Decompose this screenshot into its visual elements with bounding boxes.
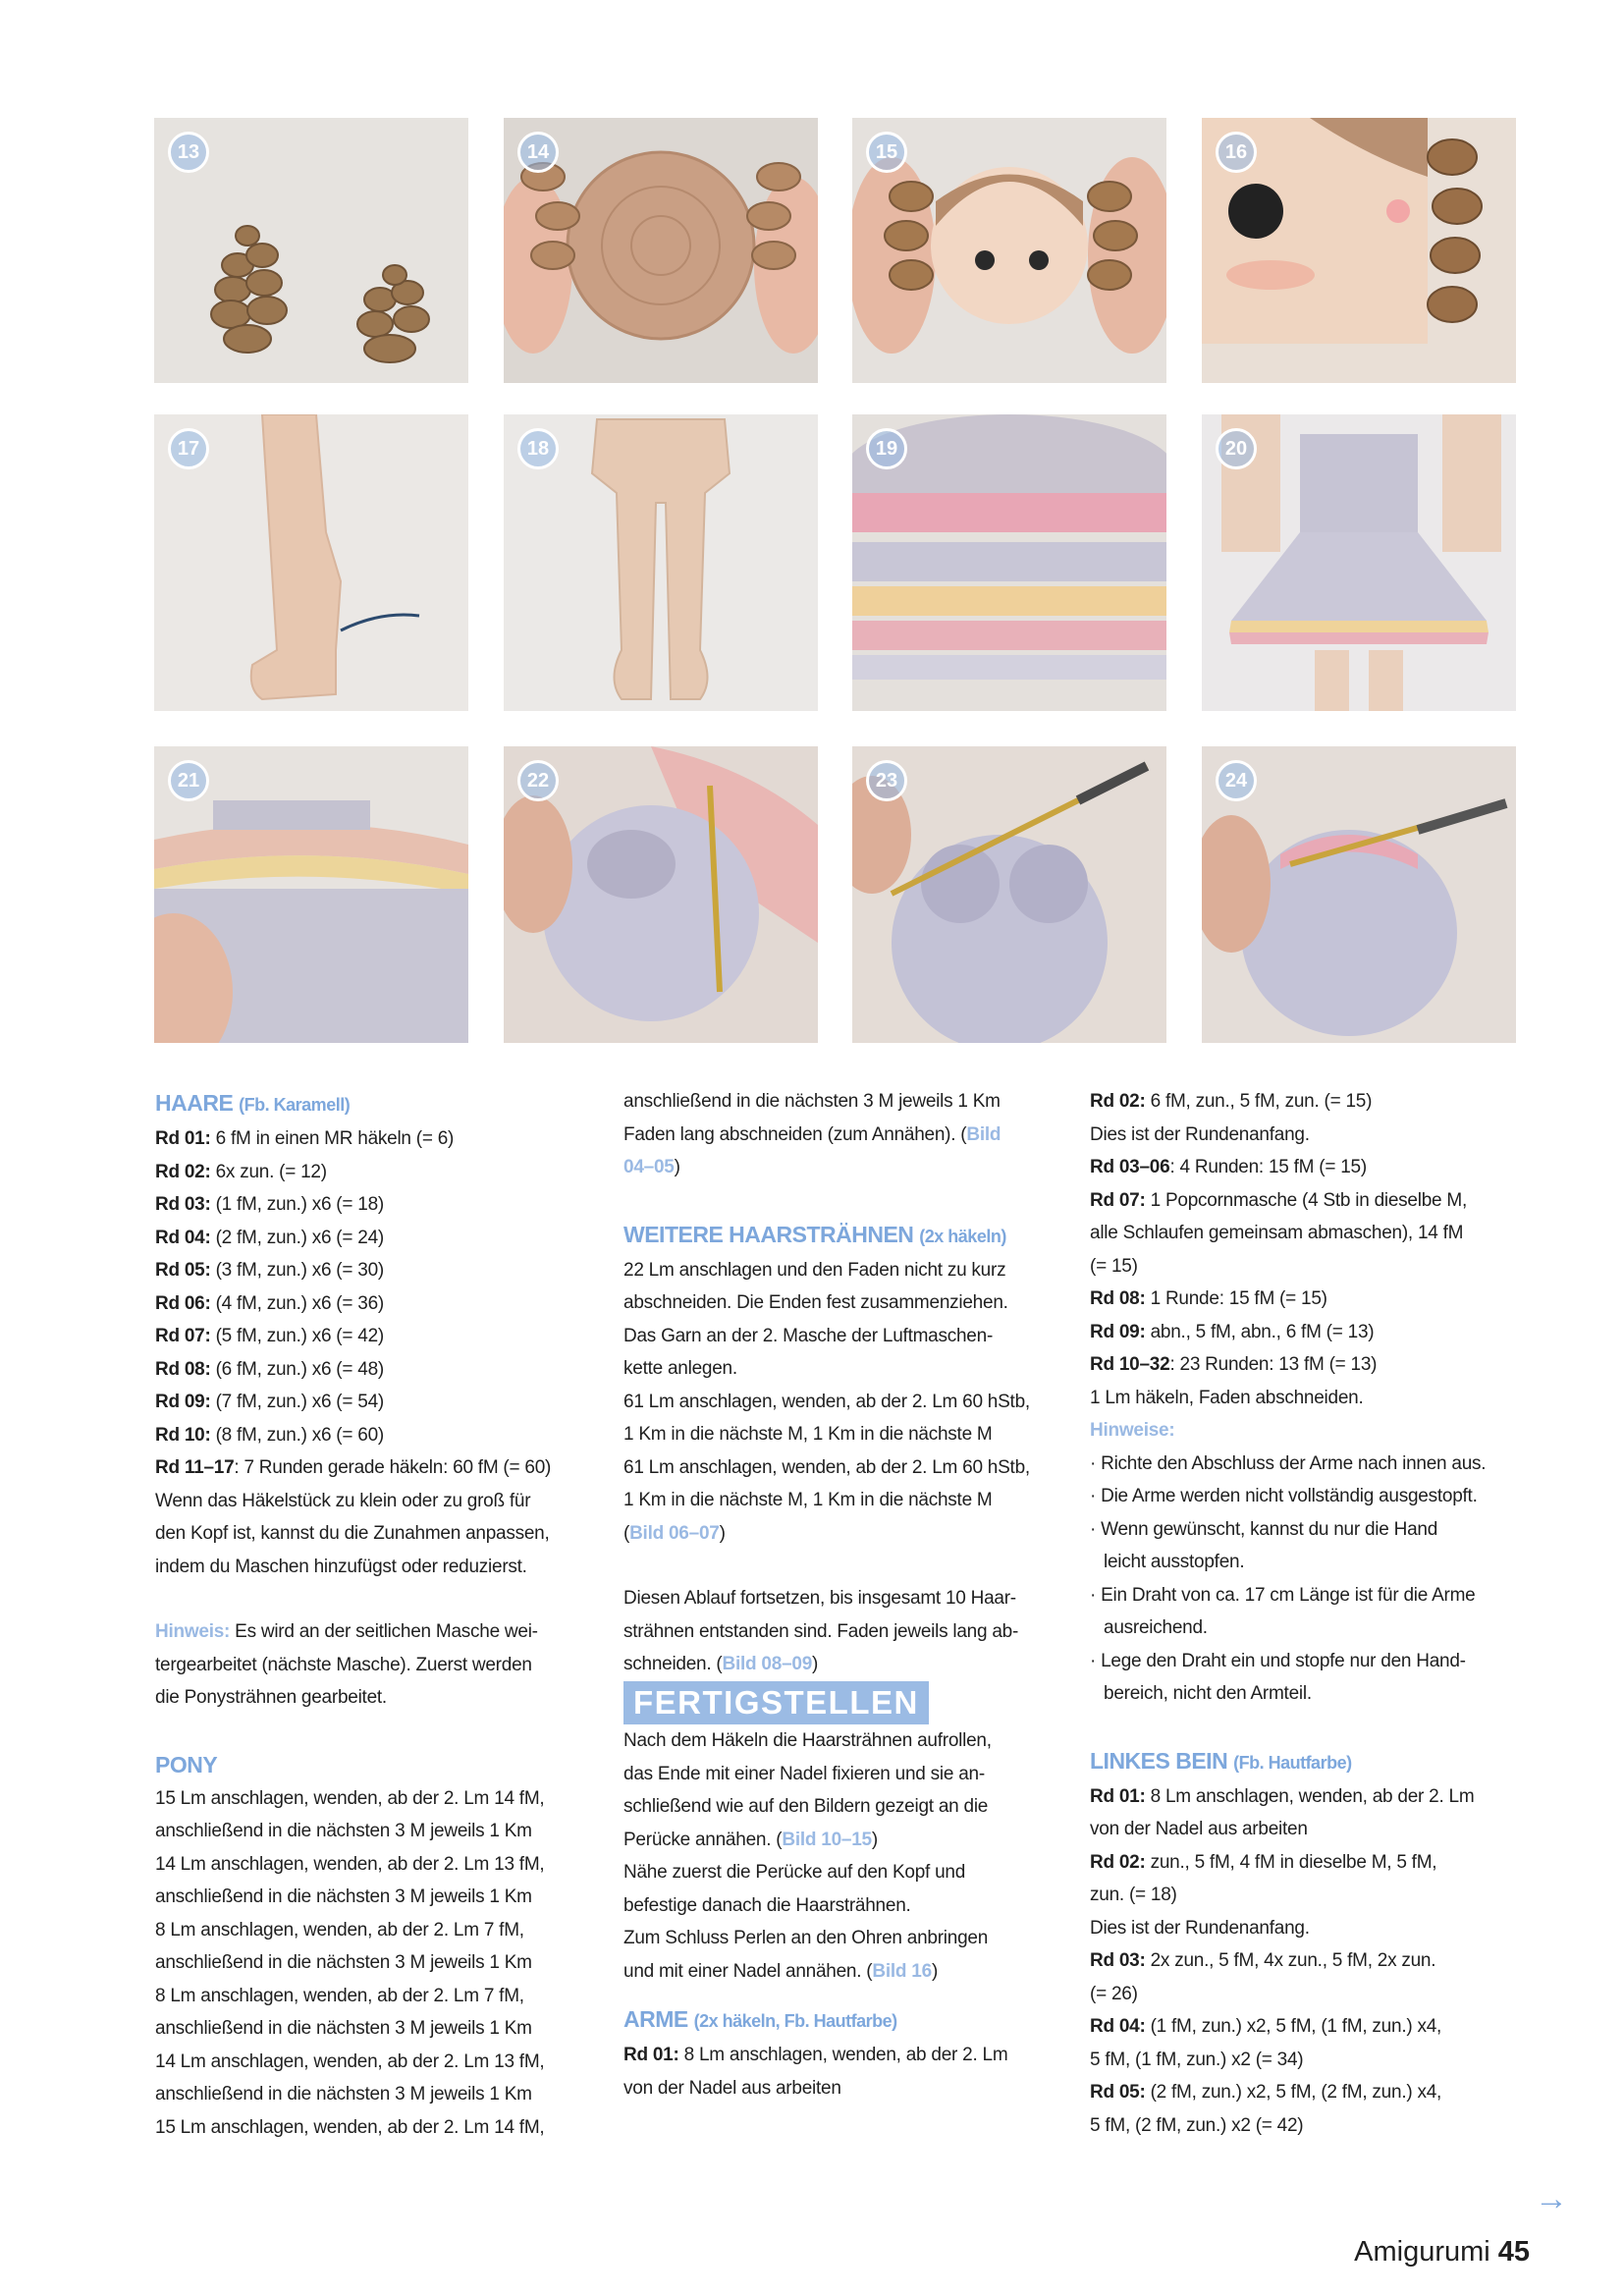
image-reference: Bild 16 [872, 1960, 932, 1982]
round-row [155, 1386, 587, 1419]
paragraph-line [623, 1119, 1056, 1152]
paragraph-line: 22 Lm anschlagen und den Faden nicht zu kurz [623, 1259, 1006, 1281]
page-footer [1354, 2236, 1530, 2269]
round-row [1090, 1348, 1522, 1382]
round-label: Rd 03: [155, 1194, 211, 1215]
bullet-line: · Richte den Abschluss der Arme nach innen aus. [1090, 1452, 1487, 1474]
bullet-line: · Die Arme werden nicht vollständig ausgestopft. [1090, 1486, 1478, 1506]
column-2 [623, 1085, 1056, 2105]
round-text: 6 fM, zun., 5 fM, zun. (= 15) [1145, 1091, 1373, 1112]
column-1 [155, 1085, 587, 2144]
paragraph-line: befestige danach die Haarsträhnen. [623, 1894, 911, 1916]
paragraph-line: abschneiden. Die Enden fest zusammenziehen. [623, 1292, 1008, 1313]
round-text: 1 Popcornmasche (4 Stb in dieselbe M, [1145, 1189, 1467, 1211]
round-label: Rd 02: [1090, 1091, 1146, 1112]
round-row [623, 2039, 1056, 2072]
photo-number-badge: 21 [168, 760, 209, 801]
round-row [1090, 1283, 1522, 1316]
round-row [155, 1156, 587, 1189]
round-row [1090, 1813, 1522, 1846]
round-text: zun. (= 18) [1090, 1885, 1177, 1905]
photo-number-badge: 19 [866, 428, 907, 469]
pony-heading: PONY [155, 1751, 218, 1777]
round-row [1090, 1119, 1522, 1152]
paragraph-line: schließend wie auf den Bildern gezeigt an die [623, 1796, 989, 1817]
round-text: 1 Lm häkeln, Faden abschneiden. [1090, 1387, 1364, 1408]
round-label: Rd 01: [155, 1128, 211, 1149]
hint-label: Hinweis: [155, 1621, 231, 1642]
round-text: alle Schlaufen gemeinsam abmaschen), 14 fM [1090, 1223, 1464, 1243]
linkes-bein-heading [1090, 1743, 1522, 1780]
arme-heading [623, 2001, 1056, 2039]
round-row [1090, 1151, 1522, 1184]
photo-number-badge: 14 [517, 132, 559, 173]
round-text: 5 fM, (1 fM, zun.) x2 (= 34) [1090, 2049, 1304, 2070]
hint-line: tergearbeitet (nächste Masche). Zuerst werden [155, 1654, 532, 1675]
spacer [623, 1550, 1056, 1582]
photo-20 [1202, 414, 1516, 711]
paragraph-text: ) [674, 1157, 680, 1177]
round-row [1090, 1780, 1522, 1814]
paragraph-line: von der Nadel aus arbeiten [623, 2077, 841, 2099]
pony-line: 8 Lm anschlagen, wenden, ab der 2. Lm 7 fM, [155, 1985, 524, 2006]
linkes-bein-subtitle: (Fb. Hautfarbe) [1233, 1752, 1352, 1773]
round-text: (5 fM, zun.) x6 (= 42) [210, 1326, 384, 1346]
paragraph-line: Zum Schluss Perlen an den Ohren anbringen [623, 1928, 989, 1948]
round-text: : 7 Runden gerade häkeln: 60 fM (= 60) [234, 1457, 552, 1478]
round-row [1090, 1382, 1522, 1415]
pony-line: anschließend in die nächsten 3 M jeweils 1 Km [155, 1821, 532, 1841]
round-text: : 4 Runden: 15 fM (= 15) [1169, 1157, 1367, 1177]
round-label: Rd 11–17 [155, 1457, 235, 1478]
round-text: (3 fM, zun.) x6 (= 30) [210, 1260, 384, 1281]
round-label: Rd 09: [155, 1392, 211, 1412]
round-text: Dies ist der Rundenanfang. [1090, 1123, 1310, 1145]
photo-19 [852, 414, 1166, 711]
paragraph-line: (Bild 06–07) [623, 1522, 726, 1544]
photo-24 [1202, 746, 1516, 1043]
weitere-heading [623, 1217, 1056, 1254]
photo-number-badge: 13 [168, 132, 209, 173]
round-text: 8 Lm anschlagen, wenden, ab der 2. Lm [1145, 1785, 1475, 1807]
round-text: 2x zun., 5 fM, 4x zun., 5 fM, 2x zun. [1145, 1950, 1436, 1971]
haare-rows [155, 1122, 587, 1485]
bullet-line: · Lege den Draht ein und stopfe nur den Hand- [1090, 1650, 1466, 1671]
round-text: von der Nadel aus arbeiten [1090, 1819, 1308, 1839]
paragraph-line: Das Garn an der 2. Masche der Luftmaschen- [623, 1325, 994, 1346]
paragraph-line: 1 Km in die nächste M, 1 Km in die nächste M [623, 1424, 993, 1445]
round-text: (1 fM, zun.) x2, 5 fM, (1 fM, zun.) x4, [1145, 2016, 1442, 2037]
round-label: Rd 03–06 [1090, 1157, 1170, 1177]
spacer [1090, 1711, 1522, 1743]
round-text: (= 26) [1090, 1983, 1138, 2004]
paragraph-line: kette anlegen. [623, 1358, 737, 1379]
pony-line: 15 Lm anschlagen, wenden, ab der 2. Lm 14 fM, [155, 1787, 545, 1809]
hint-text: Es wird an der seitlichen Masche wei- [230, 1621, 538, 1642]
photo-number-badge: 20 [1216, 428, 1257, 469]
round-label: Rd 05: [1090, 2082, 1146, 2103]
photo-number-badge: 16 [1216, 132, 1257, 173]
round-text: 6x zun. (= 12) [210, 1161, 327, 1182]
spacer [155, 1715, 587, 1747]
round-row [155, 1353, 587, 1387]
paragraph-line: das Ende mit einer Nadel fixieren und sie an- [623, 1763, 985, 1784]
photo-17 [154, 414, 468, 711]
round-label: Rd 04: [1090, 2016, 1146, 2037]
round-row [155, 1287, 587, 1321]
round-row [1090, 2076, 1522, 2109]
pony-line: anschließend in die nächsten 3 M jeweils 1 Km [155, 1886, 532, 1907]
round-label: Rd 02: [1090, 1851, 1146, 1873]
page-number: 45 [1497, 2236, 1530, 2268]
round-row [155, 1122, 587, 1156]
round-row [1090, 2010, 1522, 2044]
paragraph-line: Nach dem Häkeln die Haarsträhnen aufrollen, [623, 1730, 992, 1751]
photo-number-badge: 18 [517, 428, 559, 469]
linkes-bein-title: LINKES BEIN [1090, 1747, 1228, 1774]
paragraph-line: anschließend in die nächsten 3 M jeweils 1 Km [623, 1091, 1001, 1112]
round-text: (= 15) [1090, 1255, 1138, 1277]
round-text: (6 fM, zun.) x6 (= 48) [210, 1358, 384, 1380]
arme-subtitle: (2x häkeln, Fb. Hautfarbe) [693, 2011, 897, 2031]
bullet-line: ausreichend. [1104, 1617, 1208, 1638]
photo-23 [852, 746, 1166, 1043]
round-text: (2 fM, zun.) x2, 5 fM, (2 fM, zun.) x4, [1145, 2082, 1442, 2103]
round-row [1090, 1879, 1522, 1912]
paragraph-line: Nähe zuerst die Perücke auf den Kopf und [623, 1862, 966, 1883]
paragraph-line: und mit einer Nadel annähen. (Bild 16) [623, 1960, 939, 1982]
round-label: Rd 07: [1090, 1189, 1146, 1211]
paragraph-line: Diesen Ablauf fortsetzen, bis insgesamt 10 Haar- [623, 1588, 1016, 1609]
round-label: Rd 09: [1090, 1321, 1146, 1342]
photo-15 [852, 118, 1166, 383]
round-label: Rd 10–32 [1090, 1354, 1170, 1375]
round-label: Rd 07: [155, 1326, 211, 1346]
paragraph-line: strähnen entstanden sind. Faden jeweils lang ab- [623, 1620, 1019, 1642]
next-page-arrow-icon: → [1535, 2180, 1568, 2217]
photo-number-badge: 23 [866, 760, 907, 801]
hinweise-label: Hinweise: [1090, 1420, 1175, 1441]
round-text: abn., 5 fM, abn., 6 fM (= 13) [1145, 1321, 1375, 1342]
spacer [623, 1988, 1056, 2001]
pony-line: 8 Lm anschlagen, wenden, ab der 2. Lm 7 fM, [155, 1919, 524, 1941]
round-row [155, 1419, 587, 1452]
round-label: Rd 08: [155, 1358, 211, 1380]
paragraph-line: 61 Lm anschlagen, wenden, ab der 2. Lm 60 hStb, [623, 1391, 1030, 1412]
round-text: 5 fM, (2 fM, zun.) x2 (= 42) [1090, 2114, 1304, 2136]
round-text: 6 fM in einen MR häkeln (= 6) [210, 1128, 455, 1149]
paragraph-line: schneiden. (Bild 08–09) [623, 1654, 819, 1674]
round-text: (1 fM, zun.) x6 (= 18) [210, 1194, 384, 1215]
round-row [1090, 1085, 1522, 1119]
round-row [155, 1254, 587, 1287]
weitere-subtitle: (2x häkeln) [919, 1226, 1006, 1246]
image-reference: Bild 10–15 [782, 1829, 872, 1850]
hint-line [155, 1615, 587, 1649]
paragraph-text: Perücke annähen. ( [623, 1829, 783, 1850]
photo-number-badge: 24 [1216, 760, 1257, 801]
photo-number-badge: 22 [517, 760, 559, 801]
round-label: Rd 05: [155, 1260, 211, 1281]
round-label: Rd 03: [1090, 1950, 1146, 1971]
round-row [1090, 2109, 1522, 2143]
round-text: (2 fM, zun.) x6 (= 24) [210, 1227, 384, 1248]
pony-line: anschließend in die nächsten 3 M jeweils 1 Km [155, 2084, 532, 2105]
pony-line: 14 Lm anschlagen, wenden, ab der 2. Lm 13 fM, [155, 1853, 545, 1875]
paragraph-line: Wenn das Häkelstück zu klein oder zu groß für [155, 1490, 531, 1511]
image-reference: Bild 06–07 [629, 1522, 720, 1544]
paragraph-text: Faden lang abschneiden (zum Annähen). ( [623, 1123, 967, 1145]
paragraph-line: 61 Lm anschlagen, wenden, ab der 2. Lm 60 hStb, [623, 1456, 1030, 1478]
round-text: 1 Runde: 15 fM (= 15) [1145, 1288, 1327, 1309]
pony-line: 14 Lm anschlagen, wenden, ab der 2. Lm 13 fM, [155, 2050, 545, 2072]
round-row [1090, 1184, 1522, 1218]
round-text: : 23 Runden: 13 fM (= 13) [1169, 1354, 1378, 1375]
round-label: Rd 01: [1090, 1785, 1146, 1807]
bullet-line: leicht ausstopfen. [1104, 1552, 1245, 1572]
image-reference: Bild [966, 1123, 1001, 1145]
arme-title: ARME [623, 2006, 688, 2032]
round-text: (4 fM, zun.) x6 (= 36) [210, 1292, 384, 1314]
magazine-title: Amigurumi [1354, 2236, 1490, 2268]
bullet-line: · Wenn gewünscht, kannst du nur die Hand [1090, 1518, 1438, 1540]
fertigstellen-section-title: FERTIGSTELLEN [623, 1681, 929, 1724]
round-text: Dies ist der Rundenanfang. [1090, 1917, 1310, 1939]
pony-line: anschließend in die nächsten 3 M jeweils 1 Km [155, 1952, 532, 1973]
paragraph-line [623, 1151, 1056, 1184]
round-row [1090, 1846, 1522, 1880]
pony-line: 15 Lm anschlagen, wenden, ab der 2. Lm 14 fM, [155, 2116, 545, 2138]
round-row [155, 1320, 587, 1353]
paragraph-text: und mit einer Nadel annähen. ( [623, 1960, 873, 1982]
haare-title: HAARE [155, 1090, 234, 1116]
round-row [1090, 1250, 1522, 1284]
round-label: Rd 08: [1090, 1288, 1146, 1309]
round-label: Rd 02: [155, 1161, 211, 1182]
spacer [623, 1184, 1056, 1217]
round-row [1090, 1316, 1522, 1349]
photo-16 [1202, 118, 1516, 383]
image-reference: 04–05 [623, 1157, 675, 1177]
hint-line: die Ponysträhnen gearbeitet. [155, 1687, 387, 1708]
paragraph-line: Perücke annähen. (Bild 10–15) [623, 1829, 878, 1850]
haare-subtitle: (Fb. Karamell) [239, 1095, 351, 1115]
round-label: Rd 04: [155, 1227, 211, 1248]
round-label: Rd 10: [155, 1424, 211, 1446]
round-row [1090, 1912, 1522, 1945]
round-text: (8 fM, zun.) x6 (= 60) [210, 1424, 384, 1446]
photo-21 [154, 746, 468, 1043]
photo-number-badge: 15 [866, 132, 907, 173]
round-row [1090, 2044, 1522, 2077]
bullet-line: bereich, nicht den Armteil. [1104, 1683, 1312, 1704]
paragraph-line: indem du Maschen hinzufügst oder reduzierst. [155, 1556, 527, 1577]
round-text: zun., 5 fM, 4 fM in dieselbe M, 5 fM, [1145, 1851, 1437, 1873]
paragraph-text: schneiden. ( [623, 1654, 723, 1674]
paragraph-line: den Kopf ist, kannst du die Zunahmen anpassen, [155, 1523, 550, 1544]
paragraph-line: 1 Km in die nächste M, 1 Km in die nächste M [623, 1490, 993, 1510]
pony-line: anschließend in die nächsten 3 M jeweils 1 Km [155, 2018, 532, 2039]
photo-22 [504, 746, 818, 1043]
photo-18 [504, 414, 818, 711]
round-text: 8 Lm anschlagen, wenden, ab der 2. Lm [678, 2045, 1008, 2065]
round-text: (7 fM, zun.) x6 (= 54) [210, 1392, 384, 1412]
photo-number-badge: 17 [168, 428, 209, 469]
round-row [1090, 1978, 1522, 2011]
round-label: Rd 06: [155, 1292, 211, 1314]
haare-heading [155, 1085, 587, 1122]
round-row [1090, 1944, 1522, 1978]
round-row [155, 1451, 587, 1485]
round-row [155, 1222, 587, 1255]
image-reference: Bild 08–09 [722, 1654, 813, 1674]
photo-13 [154, 118, 468, 383]
bullet-line: · Ein Draht von ca. 17 cm Länge ist für die Arme [1090, 1584, 1476, 1606]
weitere-title: WEITERE HAARSTRÄHNEN [623, 1221, 914, 1247]
spacer [155, 1583, 587, 1615]
round-row [155, 1188, 587, 1222]
photo-14 [504, 118, 818, 383]
round-label: Rd 01: [623, 2045, 679, 2065]
column-3 [1090, 1085, 1522, 2142]
round-row [1090, 1217, 1522, 1250]
